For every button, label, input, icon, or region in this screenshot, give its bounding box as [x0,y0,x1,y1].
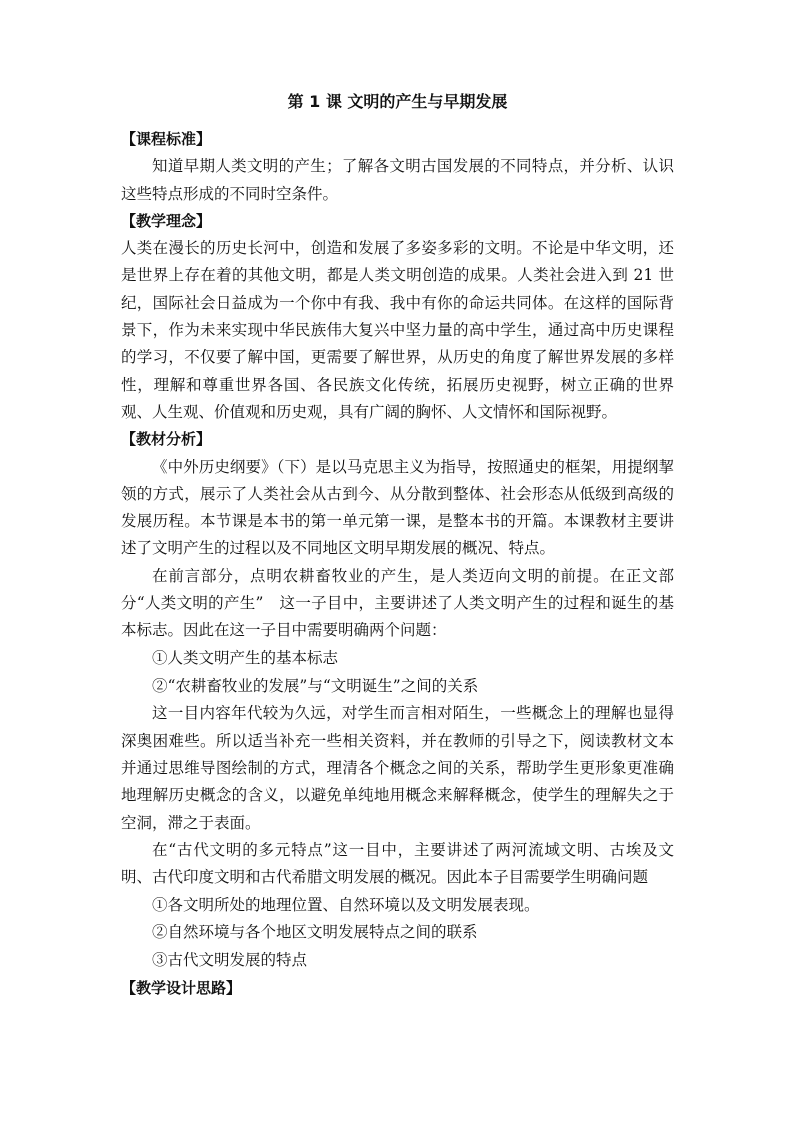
list-item: ②自然环境与各个地区文明发展特点之间的联系 [152,923,478,942]
list-item: ②“农耕畜牧业的发展”与“文明诞生”之间的关系 [152,676,479,695]
document-page [121,88,674,1003]
list-item: ①各文明所处的地理位置、自然环境以及文明发展表现。 [152,895,540,914]
page-title: 第 1 课 文明的产生与早期发展 [287,92,508,111]
section-heading-design-approach: 【教学设计思路】 [121,979,242,998]
paragraph: 这一目内容年代较为久远，对学生而言相对陌生，一些概念上的理解也显得深奥困难些。所以适当补充一些相关资料，并在教师的引导之下，阅读教材文本并通过思维导图绘制的方式，理清各个概念之间的关系，帮助学生更形象更准确地理解历史概念的含义，以避免单纯地用概念来解释概念，使学生的理解失之于空洞，滞之于表面。 [121,704,674,832]
section-heading-curriculum-standard: 【课程标准】 [121,130,212,148]
list-item: ①人类文明产生的基本标志 [152,648,339,667]
paragraph: 在“古代文明的多元特点”这一目中，主要讲述了两河流域文明、古埃及文明、古代印度文明和古代希腊文明发展的概况。因此本子目需要学生明确问题 [121,840,674,887]
section-heading-textbook-analysis: 【教材分析】 [121,430,212,449]
paragraph: 在前言部分，点明农耕畜牧业的产生，是人类迈向文明的前提。在正文部分“人类文明的产生” 这一子目中，主要讲述了人类文明产生的过程和诞生的基本标志。因此在这一子目中需要明确两个问题： [121,566,674,640]
paragraph: 人类在漫长的历史长河中，创造和发展了多姿多彩的文明。不论是中华文明，还是世界上存在着的其他文明，都是人类文明创造的成果。人类社会进入到 21 世纪，国际社会日益成为一个你中有我、我中有你的命运共同体。在这样的国际背景下，作为未来实现中华民族伟大复兴中坚力量的高中学生，通过高中历史课程的学习，不仅要了解中国，更需要了解世界，从历史的角度了解世界发展的多样性，理解和尊重世界各国、各民族文化传统，拓展历史视野，树立正确的世界观、人生观、价值观和历史观，具有广阔的胸怀、人文情怀和国际视野。 [121,239,674,421]
paragraph: 知道早期人类文明的产生；了解各文明古国发展的不同特点，并分析、认识这些特点形成的不同时空条件。 [121,157,674,203]
list-item: ③古代文明发展的特点 [152,951,308,970]
paragraph: 《中外历史纲要》（下）是以马克思主义为指导，按照通史的框架，用提纲挈领的方式，展示了人类社会从古到今、从分散到整体、社会形态从低级到高级的发展历程。本节课是本书的第一单元第一课，是整本书的开篇。本课教材主要讲述了文明产生的过程以及不同地区文明早期发展的概况、特点。 [121,457,674,558]
section-heading-teaching-philosophy: 【教学理念】 [121,211,212,230]
